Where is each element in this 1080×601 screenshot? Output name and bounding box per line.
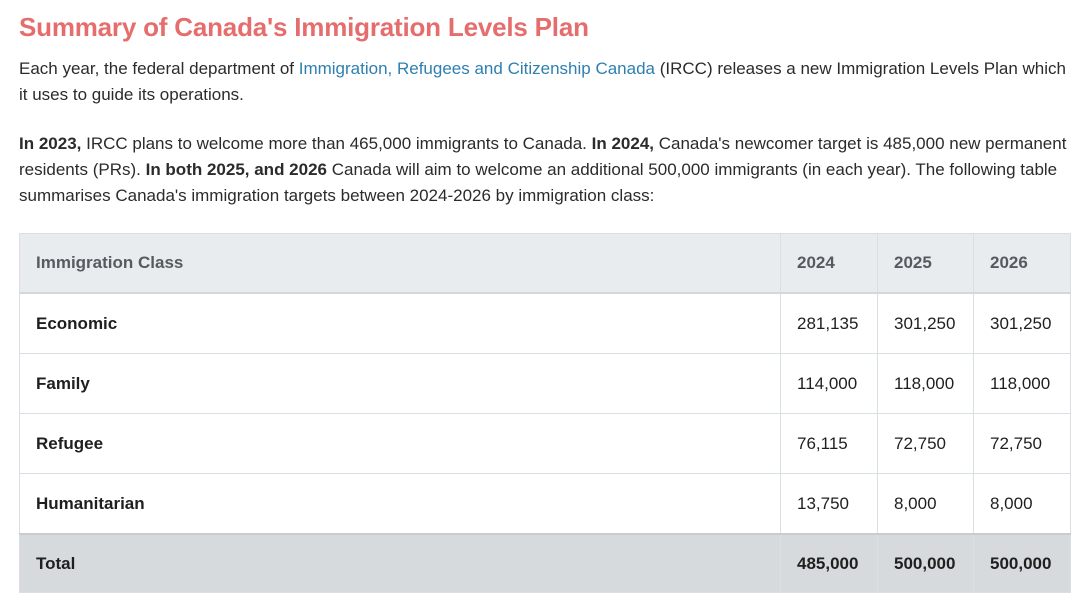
cell-2026: 72,750 <box>974 414 1071 474</box>
plan-text-2023: IRCC plans to welcome more than 465,000 immigrants to Canada. <box>81 134 592 153</box>
header-2024: 2024 <box>781 234 878 294</box>
intro-text-before: Each year, the federal department of <box>19 59 299 78</box>
cell-class: Humanitarian <box>20 474 781 535</box>
header-immigration-class: Immigration Class <box>20 234 781 294</box>
cell-class: Family <box>20 354 781 414</box>
cell-class: Economic <box>20 293 781 354</box>
cell-2024: 281,135 <box>781 293 878 354</box>
table-header-row <box>20 234 1071 294</box>
cell-class: Total <box>20 534 781 593</box>
cell-2025: 118,000 <box>878 354 974 414</box>
plan-bold-2024: In 2024, <box>591 134 654 153</box>
cell-2026: 500,000 <box>974 534 1071 593</box>
cell-2025: 8,000 <box>878 474 974 535</box>
cell-2026: 301,250 <box>974 293 1071 354</box>
table-row-economic <box>20 293 1071 354</box>
cell-2025: 500,000 <box>878 534 974 593</box>
intro-text-after: (IRCC) releases a new Immigration Levels Plan which it uses to guide its operations. <box>19 59 1066 104</box>
table-row-total <box>20 534 1071 593</box>
immigration-table-wrapper <box>19 233 1070 593</box>
cell-2024: 76,115 <box>781 414 878 474</box>
header-2025: 2025 <box>878 234 974 294</box>
plan-paragraph <box>19 131 1071 209</box>
cell-2024: 114,000 <box>781 354 878 414</box>
cell-2025: 72,750 <box>878 414 974 474</box>
cell-2026: 8,000 <box>974 474 1071 535</box>
plan-bold-2023: In 2023, <box>19 134 82 153</box>
table-row-humanitarian <box>20 474 1071 535</box>
cell-2025: 301,250 <box>878 293 974 354</box>
page-title: Summary of Canada's Immigration Levels Plan <box>19 12 589 42</box>
plan-text-2025-2026: Canada will aim to welcome an additional 500,000 immigrants (in each year). The following table summarises Canada's immigration targets between 2024-2026 by immigration class: <box>19 160 1058 205</box>
table-row-family <box>20 354 1071 414</box>
plan-text-2024: Canada's newcomer target is 485,000 new permanent residents (PRs). <box>19 134 1067 179</box>
intro-paragraph <box>19 56 1071 108</box>
immigration-targets-table <box>19 233 1071 593</box>
header-2026: 2026 <box>974 234 1071 294</box>
table-row-refugee <box>20 414 1071 474</box>
cell-2024: 485,000 <box>781 534 878 593</box>
cell-2026: 118,000 <box>974 354 1071 414</box>
plan-bold-2025-2026: In both 2025, and 2026 <box>145 160 327 179</box>
ircc-link[interactable]: Immigration, Refugees and Citizenship Canada <box>298 59 655 78</box>
cell-class: Refugee <box>20 414 781 474</box>
cell-2024: 13,750 <box>781 474 878 535</box>
